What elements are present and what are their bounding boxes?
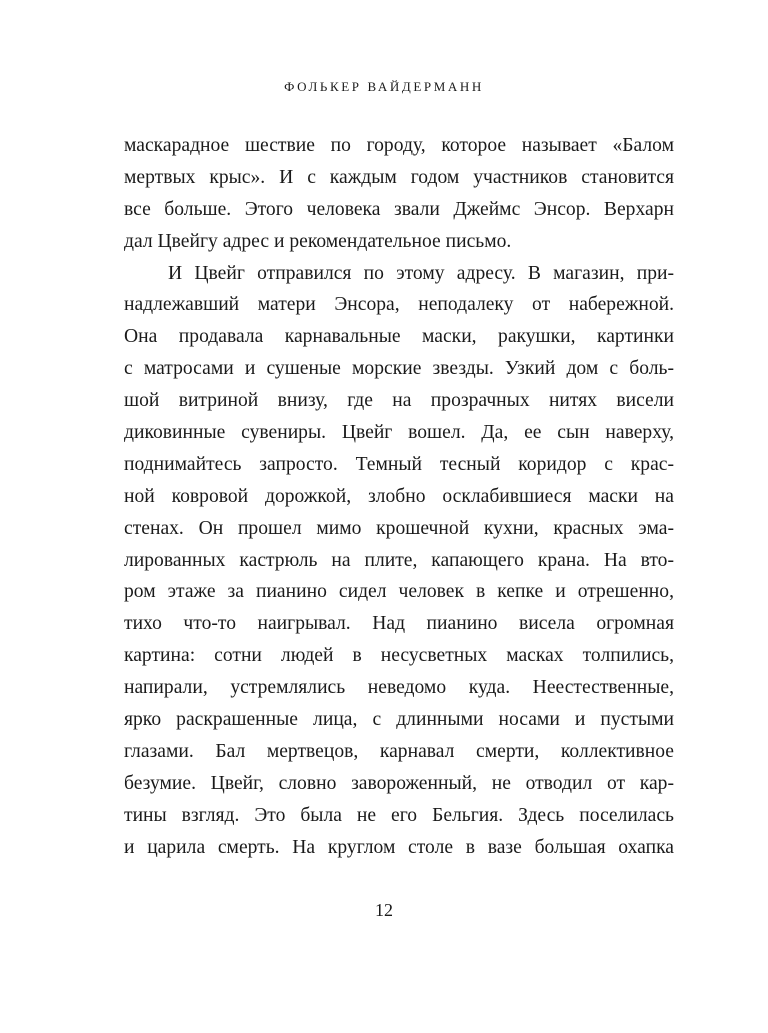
text-line: Она продавала карнавальные маски, ракушки, картинки [124, 326, 674, 348]
text-line: ярко раскрашенные лица, с длинными носами и пустыми [124, 709, 674, 731]
text-line: все больше. Этого человека звали Джеймс Энсор. Верхарн [124, 198, 674, 220]
text-line: с матросами и сушеные морские звезды. Узкий дом с боль- [124, 358, 674, 380]
text-line: картина: сотни людей в несусветных масках толпились, [124, 645, 674, 667]
text-line: ром этаже за пианино сидел человек в кепке и отрешенно, [124, 581, 674, 603]
text-line: глазами. Бал мертвецов, карнавал смерти, коллективное [124, 740, 674, 762]
text-line: шой витриной внизу, где на прозрачных нитях висели [124, 390, 674, 412]
page-number: 12 [375, 900, 393, 920]
text-line: дал Цвейгу адрес и рекомендательное письмо. [124, 230, 512, 252]
body-text [124, 130, 674, 863]
text-line: ной ковровой дорожкой, злобно осклабившиеся маски на [124, 485, 674, 507]
text-line: диковинные сувениры. Цвейг вошел. Да, ее сын наверху, [124, 422, 674, 444]
running-header-author: ФОЛЬКЕР ВАЙДЕРМАНН [284, 79, 484, 94]
text-line: надлежавший матери Энсора, неподалеку от набережной. [124, 294, 674, 316]
text-line: поднимайтесь запросто. Темный тесный коридор с крас- [124, 453, 674, 475]
text-line: лированных кастрюль на плите, капающего крана. На вто- [124, 549, 674, 571]
text-line: безумие. Цвейг, словно завороженный, не отводил от кар- [124, 772, 674, 794]
text-line: и царила смерть. На круглом столе в вазе большая охапка [124, 836, 674, 858]
text-line: стенах. Он прошел мимо крошечной кухни, красных эма- [124, 517, 674, 539]
text-line: маскарадное шествие по городу, которое называет «Балом [124, 135, 674, 156]
text-line: мертвых крыс». И с каждым годом участников становится [124, 166, 674, 188]
text-line: И Цвейг отправился по этому адресу. В магазин, при- [168, 262, 674, 284]
text-line: напирали, устремлялись неведомо куда. Неестественные, [124, 677, 674, 699]
text-line: тины взгляд. Это была не его Бельгия. Здесь поселилась [124, 804, 674, 826]
text-line: тихо что-то наигрывал. Над пианино висела огромная [124, 613, 674, 635]
